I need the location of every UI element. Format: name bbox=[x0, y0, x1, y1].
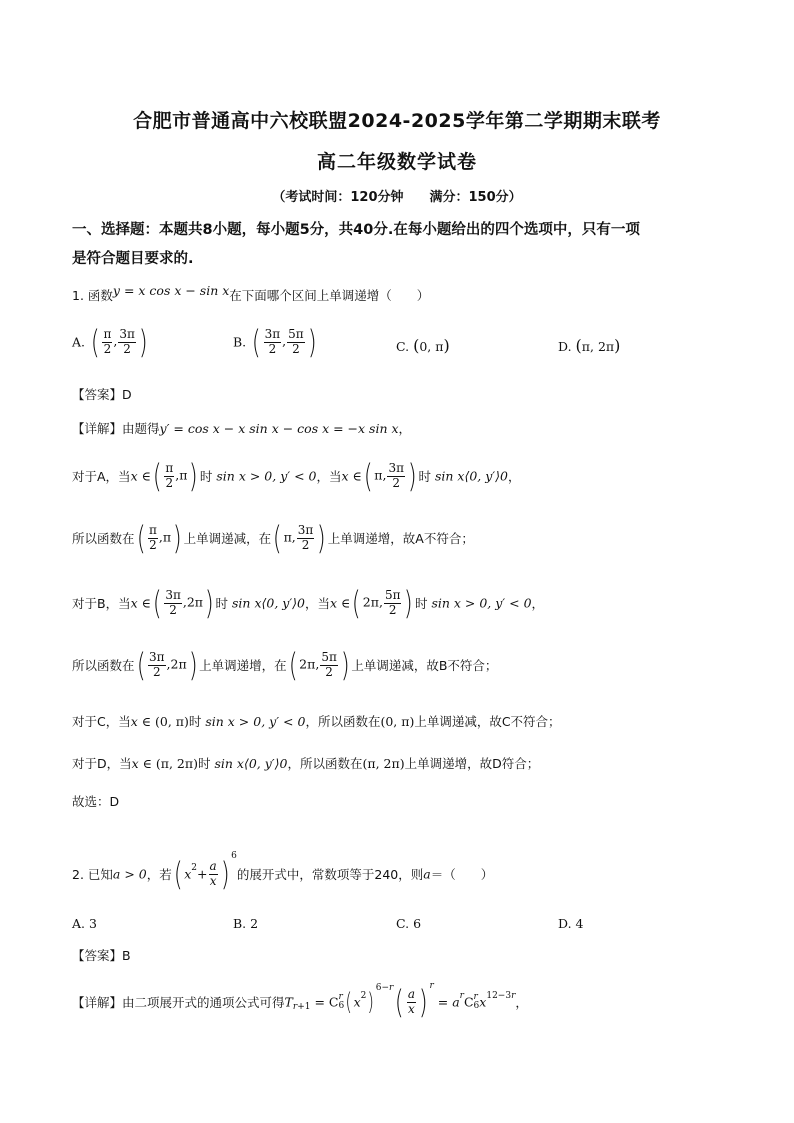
q1-line-b1-end: 时 bbox=[414, 596, 428, 611]
q2-option-b-label: B. bbox=[233, 916, 247, 931]
q1-line-b1-mid: 时 bbox=[215, 596, 229, 611]
q2-option-b-value: 2 bbox=[250, 916, 259, 931]
q1-line-d: 对于D，当x ∈ (π, 2π)时 sin x⟨0, y′⟩0，所以函数在(π, 2π)上单调递增，故D符合； bbox=[72, 756, 540, 771]
q2-option-c-label: C. bbox=[396, 916, 410, 931]
q1-option-d-label: D. bbox=[558, 339, 572, 354]
q1-option-c-label: C. bbox=[396, 339, 410, 354]
q1-line-c: 对于C，当x ∈ (0, π)时 sin x > 0, y′ < 0，所以函数在(0, π)上单调递减，故C不符合； bbox=[72, 714, 561, 729]
q2-option-d-label: D. bbox=[558, 916, 572, 931]
q1-line-d-end: 上单调递增，故D符合； bbox=[404, 756, 540, 771]
q1-line-b1-mid2: ，当 bbox=[305, 596, 331, 611]
q2-stem-mid: ，若 bbox=[146, 867, 172, 882]
q2-option-b bbox=[233, 916, 258, 931]
q1-line-a2-mid: 上单调递减，在 bbox=[183, 531, 272, 546]
q1-option-c: C. (0, π) bbox=[396, 336, 450, 355]
q1-line-b1-pre: 对于B，当 bbox=[72, 596, 131, 611]
q1-detail-label: 【详解】 bbox=[72, 421, 123, 436]
section-heading-line2: 是符合题目要求的. bbox=[72, 251, 194, 267]
q1-stem-suffix: 在下面哪个区间上单调递增（ ） bbox=[229, 288, 430, 303]
q1-detail-text: 由题得 bbox=[122, 421, 160, 436]
q1-conclusion: 故选：D bbox=[72, 794, 120, 809]
exam-info: （考试时间：120分钟 满分：150分） bbox=[272, 190, 522, 205]
q1-line-a2-end: 上单调递增，故A不符合； bbox=[327, 531, 474, 546]
q1-line-a1-mid2: ，当 bbox=[316, 469, 342, 484]
q1-line-c-mid2: ，所以函数在 bbox=[305, 714, 381, 729]
q1-line-a2: 所以函数在( $\frac{\pi}{2}$ ,π) 上单调递减，在( π, $\frac{3\pi}{2}$ ) 上单调递增，故A不符合； bbox=[72, 519, 474, 557]
exam-subtitle: 高二年级数学试卷 bbox=[316, 151, 477, 173]
q1-line-b2-pre: 所以函数在 bbox=[72, 658, 135, 673]
q1-line-b2: 所以函数在( $\frac{3\pi}{2}$ ,2π) 上单调递增，在( 2π, $\frac{5\pi}{2}$ ) 上单调递减，故B不符合； bbox=[72, 646, 498, 684]
q2-detail: 【详解】由二项展开式的通项公式可得$T_{r+1} = C$ r 6 $(x^2)^{6-r}$( $\frac{a}{x}$ ) $^r = a^rC$ r 6 $x^{12-3r}$， bbox=[72, 981, 528, 1021]
q1-detail-line1 bbox=[72, 419, 411, 437]
q1-line-d-mid: 时 bbox=[197, 756, 211, 771]
q2-detail-text: 由二项展开式的通项公式可得 bbox=[122, 995, 285, 1010]
q1-line-b2-end: 上单调递减，故B不符合； bbox=[351, 658, 498, 673]
q2-option-a-value: 3 bbox=[89, 916, 97, 931]
q1-detail-formula: y′ = cos x − x sin x − cos x = −x sin x bbox=[159, 421, 399, 436]
q1-line-a2-pre: 所以函数在 bbox=[72, 531, 135, 546]
q1-line-b1: 对于B，当x ∈( $\frac{3\pi}{2}$ ,2π) 时 sin x⟨0, y′⟩0，当x ∈( 2π, $\frac{5\pi}{2}$ ) 时 sin x > 0, y′ < 0， bbox=[72, 584, 545, 622]
q1-line-d-mid2: ，所以函数在 bbox=[287, 756, 363, 771]
q2-option-c bbox=[396, 916, 421, 931]
q2-stem-mid2: 的展开式中，常数项等于240，则 bbox=[236, 867, 424, 882]
q1-line-a1-mid: 时 bbox=[199, 469, 213, 484]
q1-line-a1-pre: 对于A，当 bbox=[72, 469, 131, 484]
q1-option-a-label: A. bbox=[72, 334, 86, 350]
q2-option-d bbox=[558, 916, 584, 931]
q2-stem-prefix: 2. 已知 bbox=[72, 867, 113, 882]
q2-option-d-value: 4 bbox=[575, 916, 584, 931]
q1-line-a1-end: 时 bbox=[418, 469, 431, 484]
q1-line-d-pre: 对于D，当 bbox=[72, 756, 132, 771]
q1-line-a1: 对于A，当x ∈( $\frac{\pi}{2}$ ,π) 时 sin x > 0, y′ < 0，当x ∈( π, $\frac{3\pi}{2}$ ) 时 sin x⟨0, y′⟩0， bbox=[72, 457, 521, 495]
q2-option-c-value: 6 bbox=[413, 916, 422, 931]
q1-detail-end: ， bbox=[398, 421, 412, 436]
q2-stem-cond: a > 0 bbox=[112, 866, 147, 882]
q2-option-a-label: A. bbox=[72, 916, 86, 931]
q1-line-c-end: 上单调递减，故C不符合； bbox=[414, 714, 561, 729]
q1-line-c-pre: 对于C，当 bbox=[72, 714, 131, 729]
q1-option-a: A. ( $\frac{\pi}{2}$ , $\frac{3\pi}{2}$ ) bbox=[72, 323, 148, 361]
q1-option-b-label: B. bbox=[233, 334, 247, 350]
q1-stem-prefix: 1. 函数 bbox=[72, 288, 113, 303]
q2-stem: 2. 已知a > 0，若( $x^2+$ $\frac{a}{x}$ ) $^6$的展开式中，常数项等于240，则a＝（ ） bbox=[72, 851, 494, 893]
q1-stem-func: y = x cos x − sin x bbox=[112, 283, 230, 298]
q2-answer: 【答案】B bbox=[72, 948, 131, 963]
section-heading-line1: 一、选择题：本题共8小题，每小题5分，共40分.在每小题给出的四个选项中，只有一项 bbox=[72, 222, 640, 238]
q1-option-d: D. (π, 2π) bbox=[558, 336, 621, 355]
exam-title: 合肥市普通高中六校联盟2024-2025学年第二学期期末联考 bbox=[133, 110, 661, 132]
q1-option-b: B. ( $\frac{3\pi}{2}$ , $\frac{5\pi}{2}$ ) bbox=[233, 323, 317, 361]
q1-line-c-mid: 时 bbox=[188, 714, 202, 729]
q1-answer: 【答案】D bbox=[72, 387, 132, 402]
q1-line-b2-mid: 上单调递增，在 bbox=[199, 658, 287, 673]
q2-stem-end: ＝（ ） bbox=[430, 867, 494, 882]
q1-stem bbox=[72, 283, 430, 304]
q2-detail-label: 【详解】 bbox=[72, 995, 123, 1010]
q2-option-a bbox=[72, 916, 97, 931]
